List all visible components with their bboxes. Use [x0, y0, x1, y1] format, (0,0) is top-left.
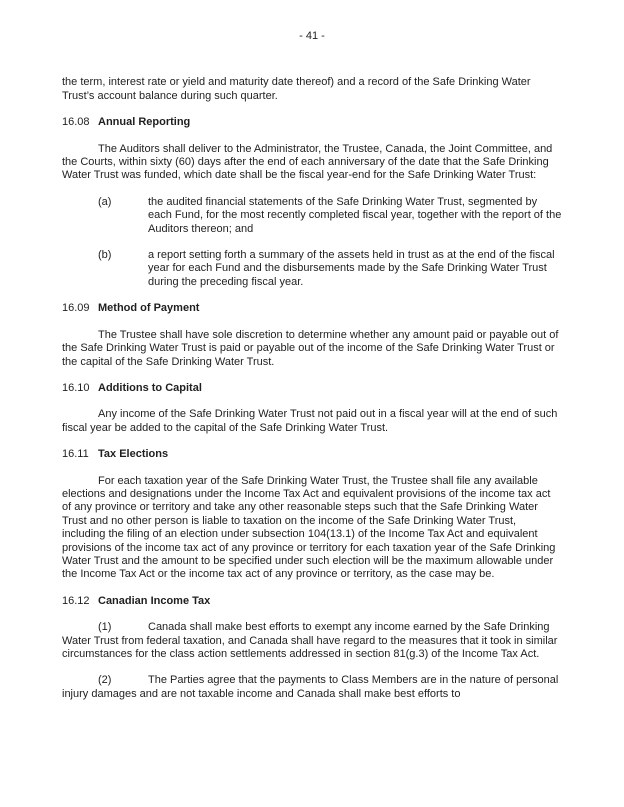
paragraph-text: The Parties agree that the payments to Class Members are in the nature of personal injury damages and are not taxable income and Canada shall make best efforts to — [62, 674, 559, 700]
section-number: 16.10 — [62, 381, 90, 394]
section-heading — [62, 595, 562, 608]
paragraph-text: Canada shall make best efforts to exempt any income earned by the Safe Drinking Water Trust from federal taxation, and Canada shall have regard to the measures that it took in similar circumstances for the class action settlements addressed in section 81(g.3) of the Income Tax Act. — [62, 621, 558, 660]
section-16-12 — [62, 595, 562, 701]
section-number: 16.11 — [62, 448, 89, 461]
numbered-paragraph-2 — [62, 674, 562, 701]
section-16-09 — [62, 302, 562, 369]
list-item-a — [98, 196, 562, 236]
section-body: Any income of the Safe Drinking Water Trust not paid out in a fiscal year will at the end of such fiscal year be added to the capital of the Safe Drinking Water Trust. — [62, 408, 558, 434]
section-number: 16.12 — [62, 594, 90, 607]
numbered-paragraph-1 — [62, 621, 562, 661]
section-body: For each taxation year of the Safe Drinking Water Trust, the Trustee shall file any available elections and designations under the Income Tax Act and equivalent provisions of the income tax act of any province or territory and take any other reasonable steps such that the Safe Drinking Water Trust and no other person is liable to taxation on the income of the Safe Drinking Water Trust, including the filing of an election under subsection 104(13.1) of the Income Tax Act and equivalent provisions of the income tax act of any province or territory for each taxation year of the Safe Drinking Water Trust and the amount to be specified under such election will be the maximum allowable under the Income Tax Act or the income tax act of any province or territory, as the case may be. — [62, 474, 556, 581]
section-number: 16.08 — [62, 116, 90, 129]
section-heading — [62, 382, 562, 395]
section-title: Additions to Capital — [98, 381, 202, 394]
section-heading — [62, 448, 562, 461]
section-heading — [62, 116, 562, 129]
section-body: The Trustee shall have sole discretion to determine whether any amount paid or payable out of the Safe Drinking Water Trust is paid or payable out of the income of the Safe Drinking Water Trust or the capital of the Safe Drinking Water Trust. — [62, 328, 559, 368]
list-item-text: a report setting forth a summary of the assets held in trust as at the end of the fiscal year for each Fund and the disbursements made by the Safe Drinking Water Trust during the preceding fiscal year. — [148, 249, 555, 288]
paragraph-number: (2) — [98, 674, 112, 687]
section-16-10 — [62, 382, 562, 435]
list-marker: (a) — [98, 195, 112, 208]
list-item-b — [98, 249, 562, 289]
section-number: 16.09 — [62, 302, 90, 315]
section-title: Method of Payment — [98, 302, 200, 315]
section-16-11 — [62, 448, 562, 582]
section-body: The Auditors shall deliver to the Administrator, the Trustee, Canada, the Joint Committee, and the Courts, within sixty (60) days after the end of each anniversary of the date that the Safe Drinking Water Trust was funded, which date shall be the fiscal year-end for the Safe Drinking Water Trust: — [62, 142, 553, 182]
paragraph-continuation: the term, interest rate or yield and maturity date thereof) and a record of the Safe Drinking Water Trust’s account balance during such quarter. — [62, 76, 531, 102]
section-heading — [62, 302, 562, 315]
list-item-text: the audited financial statements of the Safe Drinking Water Trust, segmented by each Fund, for the most recently completed fiscal year, together with the report of the Auditors thereon; and — [148, 195, 562, 235]
paragraph-number: (1) — [98, 621, 112, 634]
list-marker: (b) — [98, 249, 112, 262]
page-number: - 41 - — [299, 30, 325, 42]
section-title: Tax Elections — [98, 448, 169, 461]
section-title: Canadian Income Tax — [98, 594, 211, 607]
section-16-08 — [62, 116, 562, 289]
section-title: Annual Reporting — [98, 116, 191, 129]
